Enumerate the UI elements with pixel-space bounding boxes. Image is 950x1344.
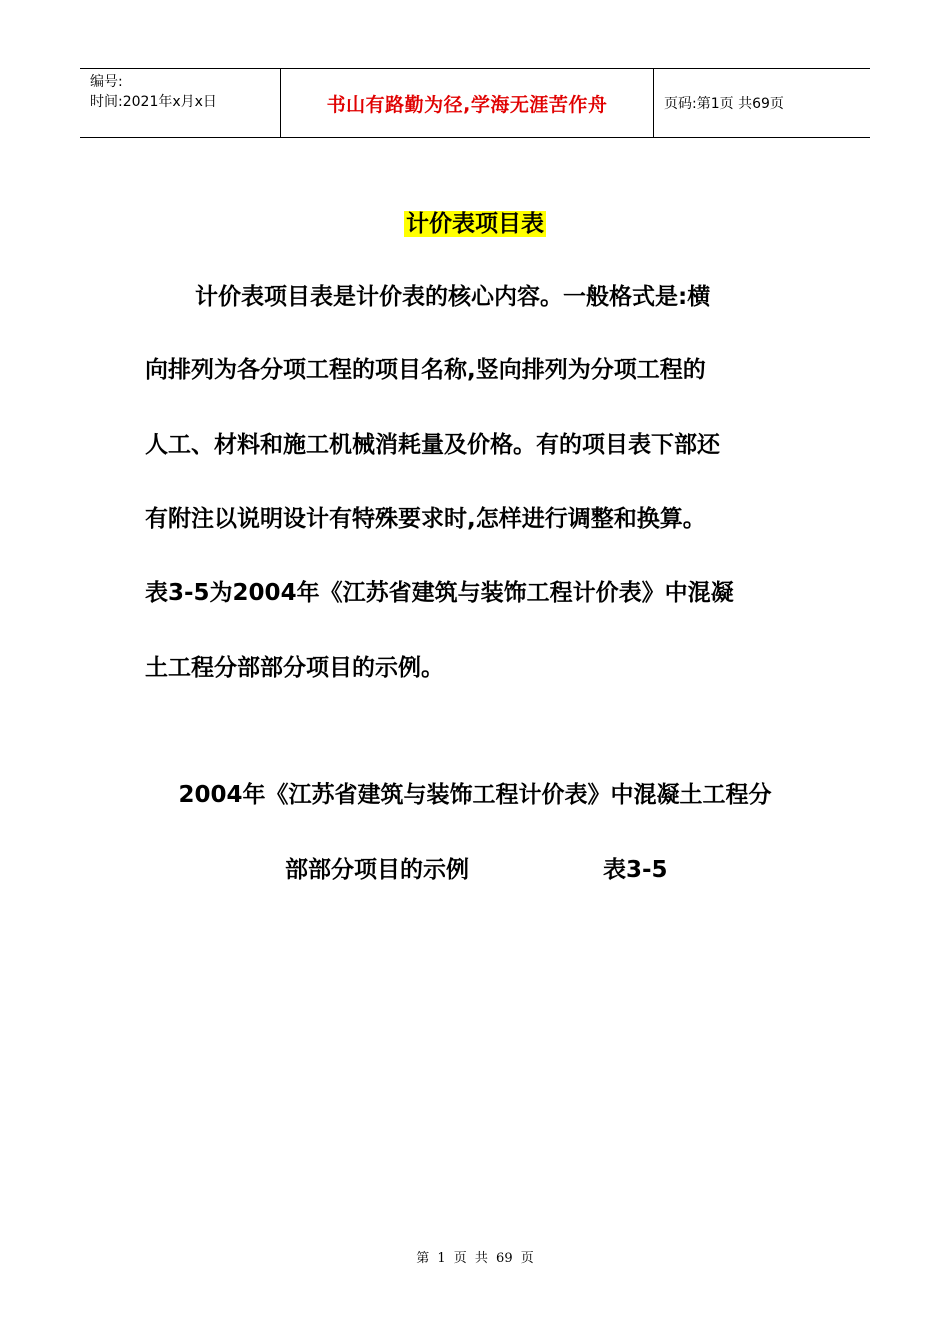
body-line-6: 土工程分部部分项目的示例。 [145,655,444,681]
page-title: 计价表项目表 [406,211,544,237]
page-title-block [0,205,950,238]
table-caption-text: 部部分项目的示例 [285,857,469,883]
body-line-4: 有附注以说明设计有特殊要求时,怎样进行调整和换算。 [145,506,706,532]
body-line-1: 计价表项目表是计价表的核心内容。一般格式是:横 [195,284,711,310]
body-line-2: 向排列为各分项工程的项目名称,竖向排列为分项工程的 [145,357,706,383]
table-number: 表3-5 [603,857,668,883]
page-info: 页码:第1页 共69页 [664,96,784,112]
header-meta-cell [80,69,281,137]
motto-text: 书山有路勤为径,学海无涯苦作舟 [326,93,608,116]
body-line-3: 人工、材料和施工机械消耗量及价格。有的项目表下部还 [145,432,720,458]
document-header [80,68,870,138]
header-page-cell [654,69,870,137]
table-caption-line-1: 2004年《江苏省建筑与装饰工程计价表》中混凝土工程分 [178,782,772,808]
number-label: 编号: [90,74,123,90]
time-label: 时间:2021年x月x日 [90,94,217,110]
page-footer: 第 1 页 共 69 页 [416,1251,534,1266]
header-motto-cell [281,69,654,137]
body-line-5: 表3-5为2004年《江苏省建筑与装饰工程计价表》中混凝 [145,580,734,606]
